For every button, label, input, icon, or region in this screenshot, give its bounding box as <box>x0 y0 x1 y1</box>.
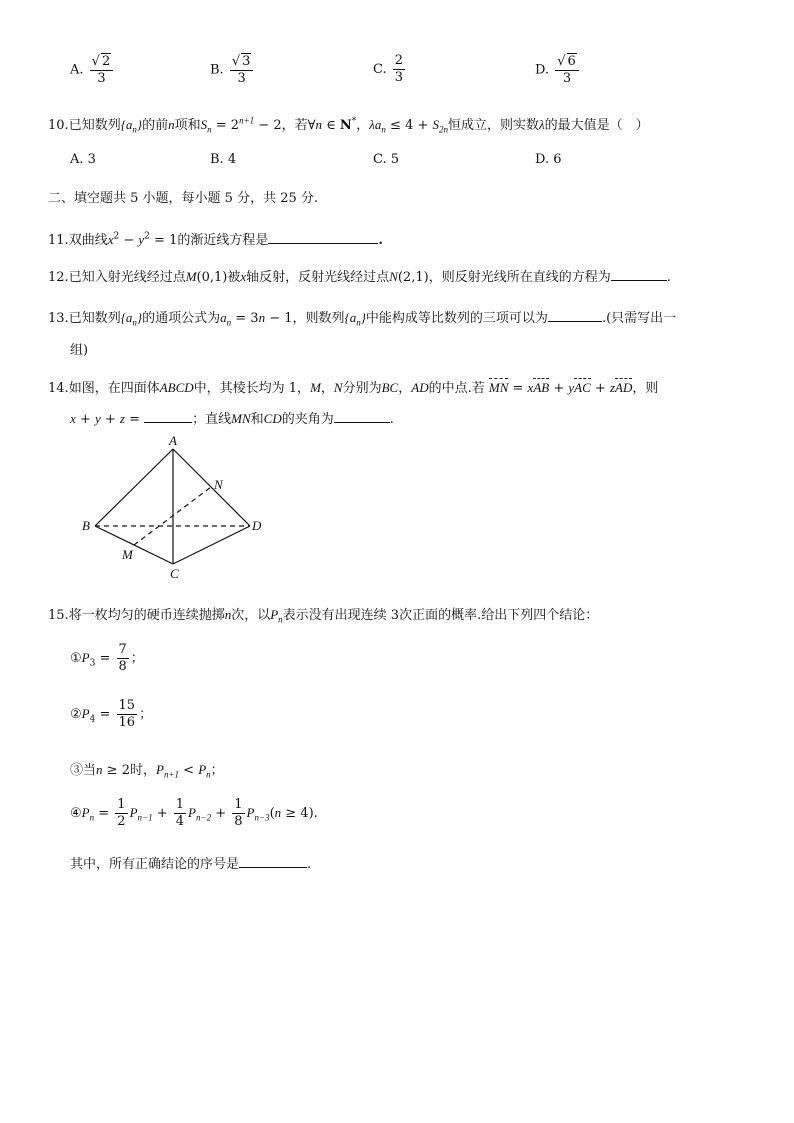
conclusion-2: $②P_4$ = $\frac{15}{16}$ ； <box>70 698 153 730</box>
option-label: D. <box>535 62 550 78</box>
tetrahedron-figure <box>75 435 275 585</box>
option-label: C. <box>373 62 387 77</box>
question-13: 13.已知数列$\{a_n\}$的通项公式为$a_n = 3n - 1$，则数列$\{a_n\}$中能构成等比数列的三项可以为 .(只需写出一 <box>48 310 677 328</box>
q9-option-c <box>373 53 407 86</box>
q10-option-b: B. 4 <box>210 152 237 167</box>
answer-blank[interactable] <box>144 410 192 423</box>
question-14: 14.如图，在四面体ABCD中，其棱长均为 1，M，N分别为BC，AD的中点.若 MN = xAB + yAC + zAD，则 <box>48 380 659 396</box>
label-m: M <box>122 547 133 562</box>
label-d: D <box>252 518 262 533</box>
option-label: A. <box>70 62 84 78</box>
answer-blank[interactable] <box>239 855 307 868</box>
answer-blank[interactable] <box>611 268 667 281</box>
fraction: $\frac{√ 6}{3}$ <box>555 53 579 87</box>
section-heading: 二、填空题共 5 小题，每小题 5 分，共 25 分. <box>48 191 319 206</box>
conclusion-1: $①P_3$ = $\frac{7}{8}$ ； <box>70 642 144 674</box>
fraction: $\frac{√ 3}{3}$ <box>230 53 254 87</box>
option-label: B. <box>210 62 224 78</box>
q9-option-a <box>70 53 115 87</box>
q9-option-d <box>535 53 581 87</box>
question-14-line2: x + y + z = ；直线MN和CD的夹角为 . <box>70 411 394 427</box>
question-12: 12.已知入射光线经过点M(0,1)被x轴反射，反射光线经过点N(2,1)，则反射光线所在直线的方程为 . <box>48 269 671 285</box>
question-11: 11.双曲线$x^2 - y^2 = 1$的渐近线方程是 . <box>48 231 383 248</box>
edge-cd <box>173 526 250 564</box>
q10-option-a: A. 3 <box>70 152 96 167</box>
label-b: B <box>82 518 90 533</box>
question-10: 10.已知数列$\{a_n\}$的前n项和$S_n = 2^{n+1} - 2$，若∀n ∈ N*，$\lambda a_n \le 4 + S_{2n}$恒成立，则实数λ的最大值是（ ） <box>48 115 649 135</box>
fraction: $\frac{√ 2}{3}$ <box>90 53 114 87</box>
q15-conclusion-line: 其中，所有正确结论的序号是 . <box>70 857 312 872</box>
answer-blank[interactable] <box>548 309 602 322</box>
edge-ad <box>173 449 250 526</box>
label-a: A <box>169 435 177 448</box>
q10-option-d: D. 6 <box>535 152 562 167</box>
conclusion-3: ③当n ≥ 2时，$P_{n+1} < P_n$； <box>70 762 224 780</box>
question-15: 15.将一枚均匀的硬币连续抛掷n次，以$P_n$表示没有出现连续 3次正面的概率.给出下列四个结论： <box>48 607 599 625</box>
conclusion-4: $④P_n$ = $\frac{1}{2}$ $P_{n-1}$ + $\frac{1}{4}$ $P_{n-2}$ + $\frac{1}{8}$ $P_{n-3}(n \ge 4)$. <box>70 797 318 829</box>
fraction: $\frac{2}{3}$ <box>394 53 404 85</box>
q10-option-c: C. 5 <box>373 152 400 167</box>
label-n: N <box>214 477 223 492</box>
q13-continuation: 组) <box>70 343 89 358</box>
answer-blank[interactable] <box>334 410 390 423</box>
label-c: C <box>170 566 179 581</box>
answer-blank[interactable] <box>268 231 378 244</box>
edge-ab <box>95 449 173 526</box>
q9-option-b <box>210 53 255 87</box>
